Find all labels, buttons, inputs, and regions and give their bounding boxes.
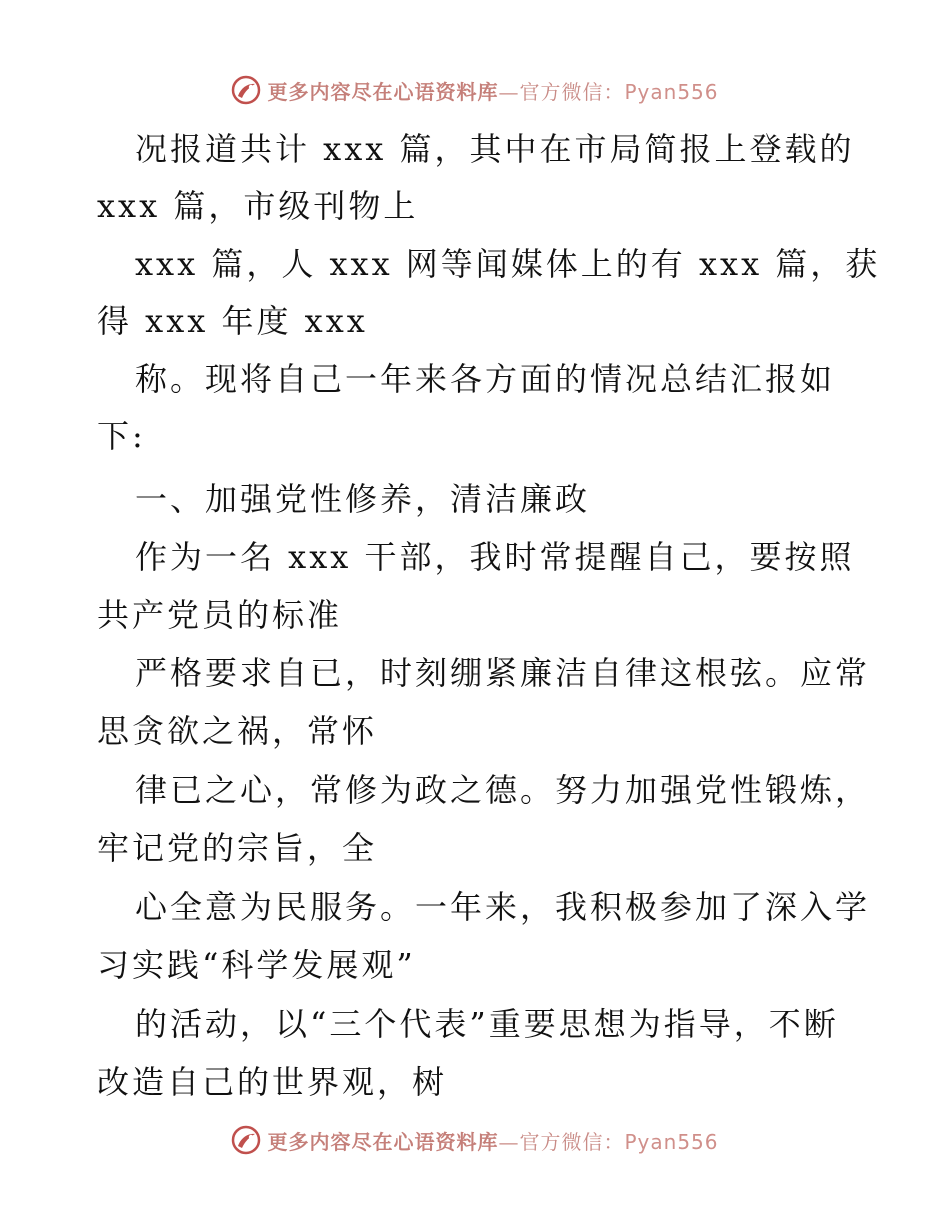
paragraph-line: 况报道共计 xxx 篇，其中在市局简报上登载的 [135,130,855,168]
paragraph-line: 的活动，以“三个代表”重要思想为指导，不断 [135,1005,839,1043]
paragraph-line: xxx 篇，市级刊物上 [97,187,419,225]
paragraph-line: xxx 篇，人 xxx 网等闻媒体上的有 xxx 篇，获 [135,245,881,283]
footer-watermark [0,1120,950,1160]
paragraph-line: 共产党员的标准 [97,596,343,634]
watermark-main: 更多内容尽在心语资料库 [267,79,499,104]
watermark-text [267,76,718,105]
paragraph-line: 作为一名 xxx 干部，我时常提醒自己，要按照 [135,538,855,576]
paragraph-line: 牢记党的宗旨，全 [97,829,378,867]
logo-icon [231,1125,261,1155]
watermark-official-label: 官方微信： [519,1129,625,1154]
watermark-official-label: 官方微信： [519,79,625,104]
watermark-separator: — [498,1129,520,1154]
paragraph-line: 思贪欲之祸，常怀 [97,712,378,750]
paragraph-line: 律已之心，常修为政之德。努力加强党性锻炼， [135,771,871,809]
header-watermark [0,70,950,110]
section-heading: 一、加强党性修养，清洁廉政 [135,480,591,518]
paragraph-line: 称。现将自己一年来各方面的情况总结汇报如 [135,360,836,398]
watermark-separator: — [498,79,520,104]
logo-icon [231,75,261,105]
watermark-main: 更多内容尽在心语资料库 [267,1129,499,1154]
watermark-wechat-id: Pyan556 [624,79,719,104]
paragraph-line: 心全意为民服务。一年来，我积极参加了深入学 [135,888,871,926]
paragraph-line: 习实践“科学发展观” [97,946,416,984]
watermark-wechat-id: Pyan556 [624,1129,719,1154]
paragraph-line: 下: [97,417,146,455]
watermark-text [267,1126,718,1155]
paragraph-line: 严格要求自已，时刻绷紧廉洁自律这根弦。应常 [135,654,871,692]
paragraph-line: 得 xxx 年度 xxx [97,302,368,340]
paragraph-line: 改造自己的世界观，树 [97,1063,448,1101]
